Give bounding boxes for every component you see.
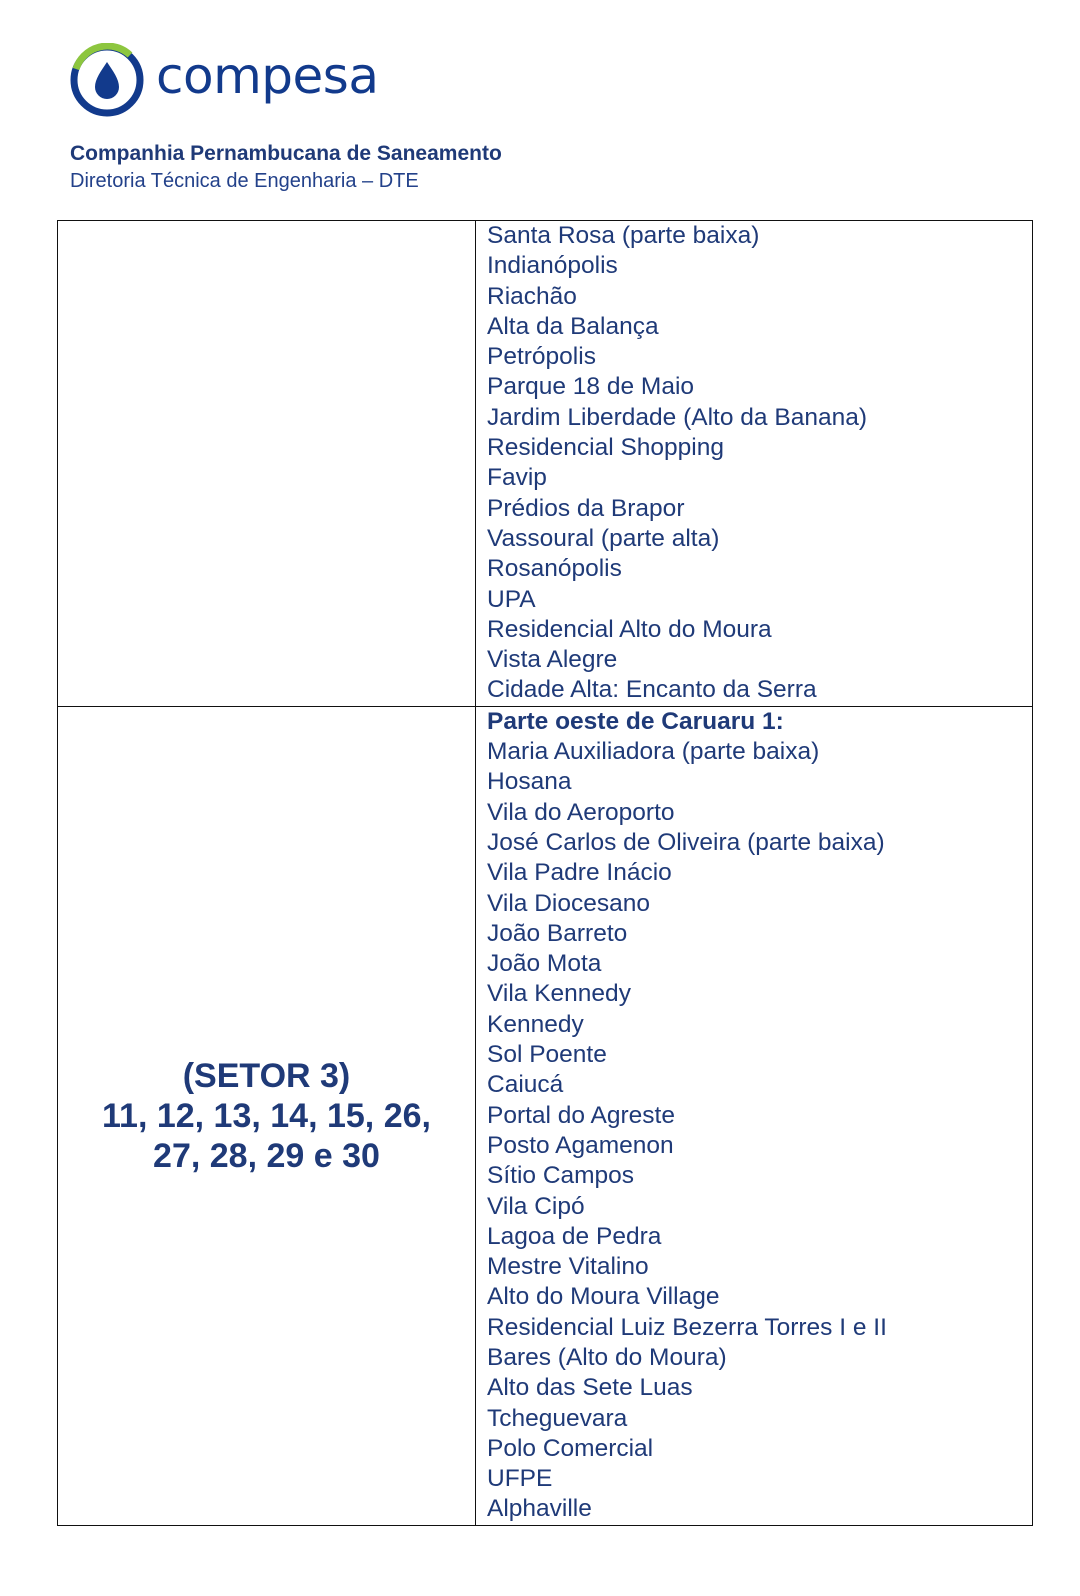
list-item: Hosana <box>487 768 572 796</box>
list-item: Tcheguevara <box>487 1404 628 1432</box>
sector-table <box>57 220 1033 1526</box>
list-item: Santa Rosa (parte baixa) <box>487 222 760 249</box>
neighborhoods-cell <box>476 221 1032 706</box>
sector-title: (SETOR 3) <box>182 1056 351 1095</box>
list-item: Prédios da Brapor <box>487 494 685 522</box>
list-item: Portal do Agreste <box>487 1101 675 1129</box>
list-item: Vila Cipó <box>487 1192 585 1220</box>
list-item: Caiucá <box>487 1071 564 1099</box>
sector-label <box>102 1056 431 1176</box>
list-item: Alto das Sete Luas <box>487 1374 693 1402</box>
list-item: João Barreto <box>487 919 628 947</box>
list-item: Rosanópolis <box>487 555 622 583</box>
list-item: Vila do Aeroporto <box>487 798 675 826</box>
list-item: Riachão <box>487 282 577 310</box>
list-item: UPA <box>487 585 536 613</box>
list-item: Alta da Balança <box>487 312 659 340</box>
list-item: Vista Alegre <box>487 646 618 674</box>
list-item: Vila Padre Inácio <box>487 859 672 887</box>
list-item: Vila Diocesano <box>487 889 650 917</box>
neighborhood-list <box>487 221 1022 706</box>
list-item: Sítio Campos <box>487 1162 635 1190</box>
list-item: Mestre Vitalino <box>487 1253 649 1281</box>
list-item: Alphaville <box>487 1495 592 1523</box>
list-item: Lagoa de Pedra <box>487 1222 662 1250</box>
list-item: José Carlos de Oliveira (parte baixa) <box>487 828 885 856</box>
sector-cell <box>58 221 476 706</box>
list-item: Cidade Alta: Encanto da Serra <box>487 676 817 704</box>
list-item: UFPE <box>487 1465 553 1493</box>
list-item: Parque 18 de Maio <box>487 373 695 401</box>
list-item: Residencial Luiz Bezerra Torres I e II <box>487 1313 887 1341</box>
list-item: Alto do Moura Village <box>487 1283 720 1311</box>
neighborhood-list <box>487 707 1022 1525</box>
list-item: Favip <box>487 464 547 492</box>
list-item: Vassoural (parte alta) <box>487 524 720 552</box>
list-item: Sol Poente <box>487 1041 607 1069</box>
sector-numbers: 11, 12, 13, 14, 15, 26, <box>102 1096 431 1135</box>
list-item: Bares (Alto do Moura) <box>487 1343 727 1371</box>
table-row <box>58 221 1032 706</box>
list-item: Residencial Alto do Moura <box>487 615 772 643</box>
neighborhoods-cell <box>476 707 1032 1525</box>
list-item: Posto Agamenon <box>487 1131 674 1159</box>
list-item: Polo Comercial <box>487 1434 654 1462</box>
sector-cell <box>58 707 476 1525</box>
list-item: Petrópolis <box>487 343 596 371</box>
compesa-logo <box>70 42 378 118</box>
logo-wordmark: compesa <box>156 47 379 105</box>
table-row <box>58 706 1032 1525</box>
list-item: João Mota <box>487 950 602 978</box>
list-item: Jardim Liberdade (Alto da Banana) <box>487 403 867 431</box>
sector-numbers: 27, 28, 29 e 30 <box>153 1136 380 1175</box>
list-item: Kennedy <box>487 1010 584 1038</box>
list-item: Residencial Shopping <box>487 434 724 462</box>
water-drop-logo-icon <box>70 43 144 117</box>
list-item: Vila Kennedy <box>487 980 631 1008</box>
department-name: Diretoria Técnica de Engenharia – DTE <box>70 170 419 192</box>
list-item: Indianópolis <box>487 252 618 280</box>
list-item: Maria Auxiliadora (parte baixa) <box>487 738 820 766</box>
company-name: Companhia Pernambucana de Saneamento <box>70 142 502 165</box>
region-heading: Parte oeste de Caruaru 1: <box>487 707 784 735</box>
